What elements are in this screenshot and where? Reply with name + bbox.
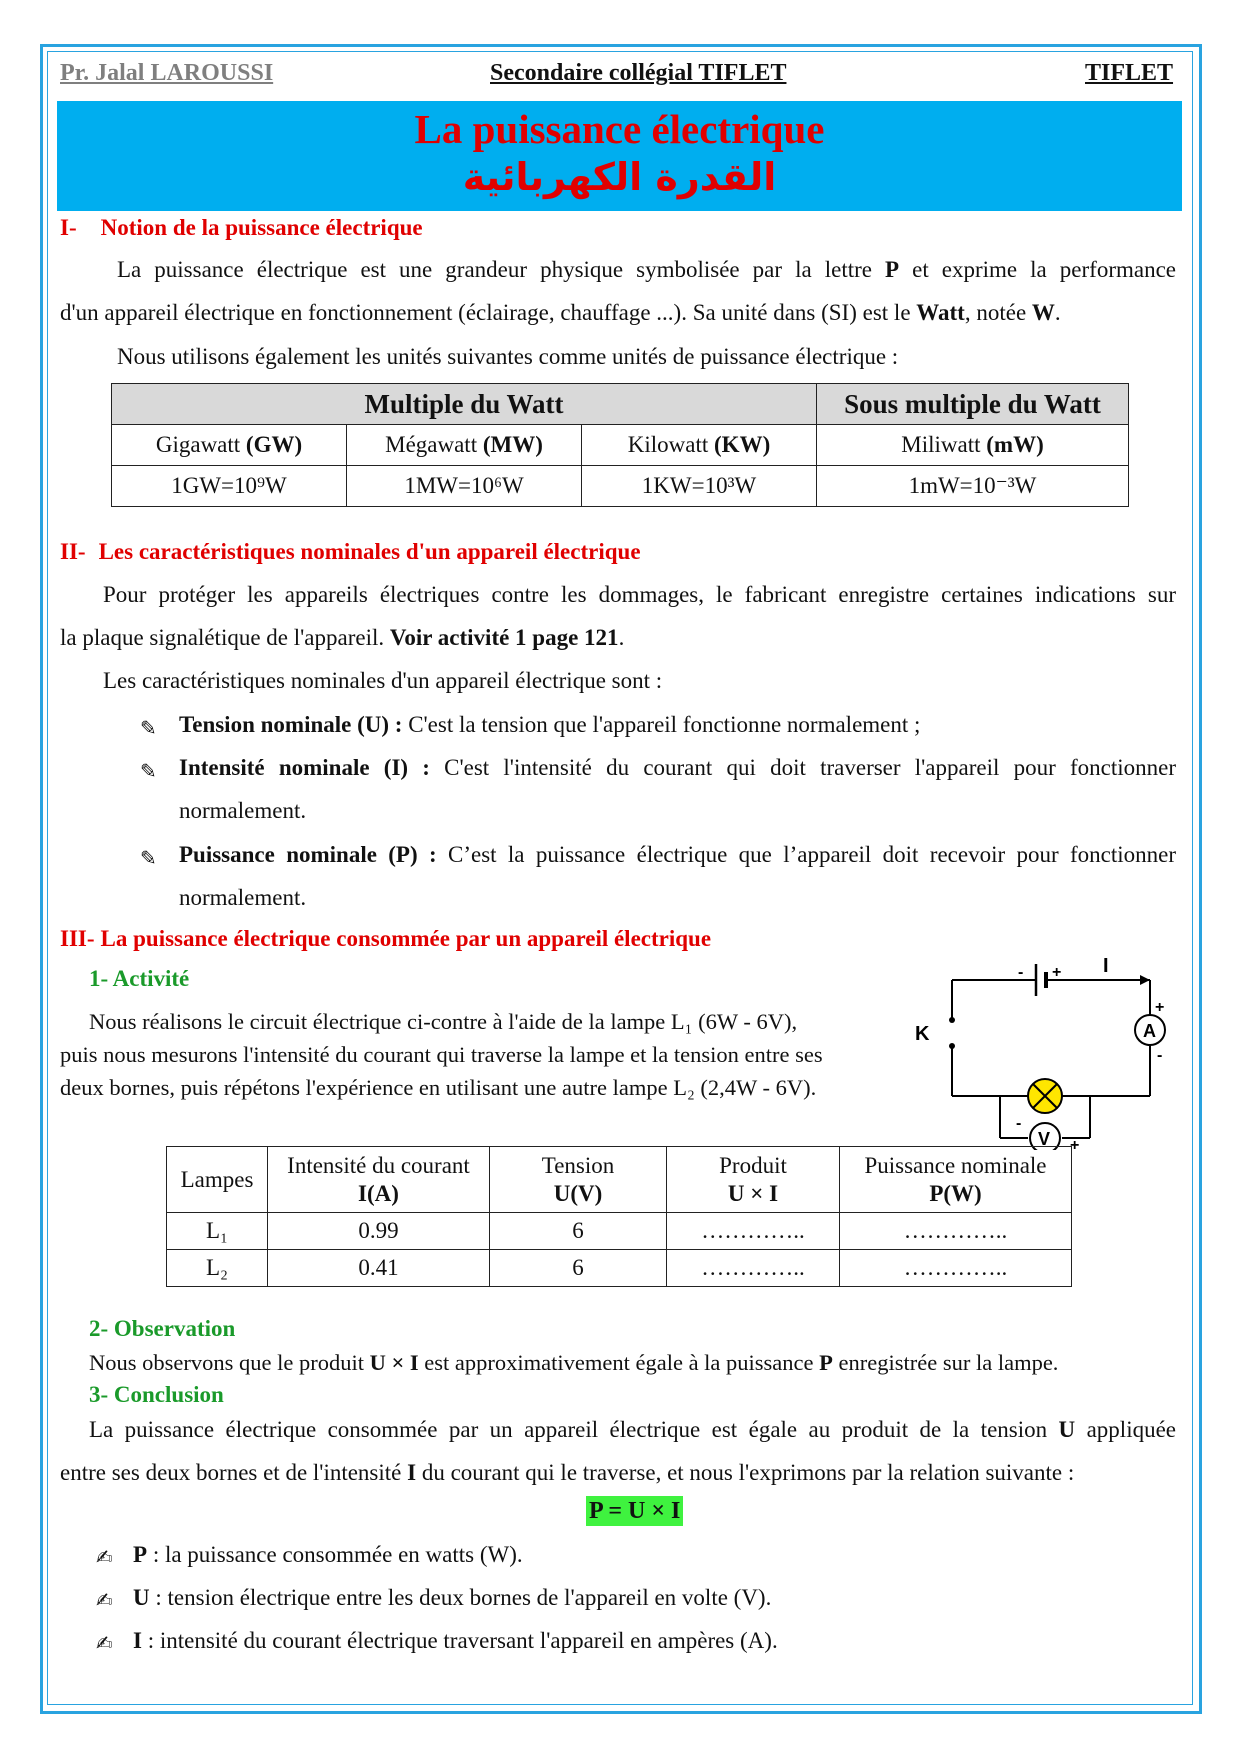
intensity-cell: 0.99 [268,1213,490,1250]
power-formula: P = U × I [586,1496,683,1526]
nominal-item [179,711,920,739]
header-unit: U × I [727,1180,779,1206]
header-power [840,1147,1072,1213]
section-2-paragraph-line1: Pour protéger les appareils électriques contre les dommages, le fabricant enregistre certaines indications sur [103,582,1176,607]
header-product [667,1147,840,1213]
tension-cell: 6 [490,1213,667,1250]
text-run: appliquée [1075,1417,1176,1442]
voltmeter-label: V [1038,1129,1051,1149]
text-run: du courant qui le traverse, et nous l'exprimons par la relation suivante : [416,1460,1075,1485]
unit-symbol: (mW) [986,432,1044,457]
header-unit: I(A) [358,1180,399,1206]
pencil-bullet-icon: ✍ [96,1545,113,1569]
section-1-heading [60,215,423,241]
table-row [167,1213,1072,1250]
unit-name: Mégawatt [385,432,483,457]
ammeter-label: A [1143,1021,1156,1041]
pencil-bullet-icon: ✎ [140,759,157,783]
text-run: . [1054,300,1061,325]
unit-symbol: (MW) [482,432,543,457]
header-text: Produit [719,1152,787,1178]
unit-symbol: (KW) [714,432,771,457]
symbol-i: I [407,1460,417,1485]
section-3-heading [60,926,711,952]
lamp-cell: L₂ [167,1250,268,1287]
measurement-table [166,1146,1072,1287]
nominal-item [179,754,1176,782]
activity-reference: Voir activité 1 page 121 [389,625,619,650]
header-unit: P(W) [929,1180,982,1206]
observation-title: 2- Observation [89,1316,236,1341]
definition-text: : la puissance consommée en watts (W). [147,1542,523,1567]
switch-label: K [915,1023,930,1045]
unit-name-cell [817,425,1129,466]
text-run: entre ses deux bornes et de l'intensité [60,1460,408,1485]
text-run: la plaque signalétique de l'appareil. [60,625,390,650]
product-ui: U × I [369,1350,419,1375]
unit-relation: 1mW=10⁻³W [817,466,1129,507]
units-table [111,383,1129,507]
definition-text: : intensité du courant électrique traversant l'appareil en ampères (A). [141,1628,778,1653]
observation-text [89,1349,1058,1377]
header-intensity [268,1147,490,1213]
text-run: est approximativement égale à la puissance [418,1350,820,1375]
symbol-p: P [885,257,900,282]
text-run: . [618,625,625,650]
section-3-title: La puissance électrique consommée par un appareil électrique [100,926,712,951]
pencil-bullet-icon: ✎ [140,716,157,740]
text-run: , notée [964,300,1032,325]
multiple-header: Multiple du Watt [112,384,817,425]
nominal-text: C’est la puissance électrique que l’appareil doit recevoir pour fonctionner [436,842,1176,867]
header-text: Tension [541,1152,615,1178]
unit-name: Kilowatt [627,432,715,457]
current-label: I [1103,955,1109,977]
nominal-text: C'est la tension que l'appareil fonctionne normalement ; [402,712,921,737]
product-cell: ………….. [667,1250,840,1287]
pencil-bullet-icon: ✍ [96,1631,113,1655]
voltmeter-plus-label: + [1070,1137,1080,1150]
definition-symbol: U [133,1585,150,1610]
unit-watt: Watt [916,300,965,325]
lamp-cell: L₁ [167,1213,268,1250]
unit-name-cell [347,425,582,466]
intensity-cell: 0.41 [268,1250,490,1287]
activity-line1: Nous réalisons le circuit électrique ci-contre à l'aide de la lampe L₁ (6W - 6V), [89,1009,798,1034]
text-run: La puissance électrique consommée par un appareil électrique est égale au produit de la tension [89,1417,1059,1442]
section-1-number: I- [60,215,77,240]
activity-line3: deux bornes, puis répétons l'expérience en utilisant une autre lampe L₂ (2,4W - 6V). [60,1075,817,1100]
section-1-paragraph-line1 [117,256,1176,284]
conclusion-title: 3- Conclusion [89,1382,224,1407]
unit-name-cell [582,425,817,466]
power-cell: ………….. [840,1213,1072,1250]
header-text: Intensité du courant [287,1152,470,1178]
header-tension [490,1147,667,1213]
definition-item [133,1541,523,1569]
tension-cell: 6 [490,1250,667,1287]
power-cell: ………….. [840,1250,1072,1287]
nominal-term: Puissance nominale (P) : [179,842,437,867]
nominal-item-continuation: normalement. [179,798,307,823]
pencil-bullet-icon: ✍ [96,1588,113,1612]
section-2-heading [60,539,641,565]
definition-text: : tension électrique entre les deux bornes de l'appareil en volte (V). [149,1585,772,1610]
text-run: Nous observons que le produit [89,1350,370,1375]
conclusion-line1 [89,1416,1176,1444]
switch-contact [949,1017,955,1023]
text-run: et exprime la performance [899,257,1176,282]
section-1-paragraph-line2 [60,299,1061,327]
table-row [167,1250,1072,1287]
unit-relation: 1KW=10³W [582,466,817,507]
activity-title: 1- Activité [89,966,190,991]
definition-symbol: I [133,1628,142,1653]
section-3-number: III- [60,926,95,951]
nominal-term: Tension nominale (U) : [179,712,403,737]
ammeter-minus-label: - [1157,1047,1163,1064]
text-run: d'un appareil électrique en fonctionnement (éclairage, chauffage ...). Sa unité dans (SI) est le [60,300,917,325]
page-title-arabic: القدرة الكهربائية [462,155,777,199]
nominal-text: C'est l'intensité du courant qui doit traverser l'appareil pour fonctionner [429,755,1176,780]
battery-minus-label: - [1018,964,1024,981]
symbol-u: U [1058,1417,1076,1442]
section-1-title: Notion de la puissance électrique [100,215,423,240]
title-band [57,101,1182,211]
battery-plus-label: + [1052,964,1062,981]
header-lampes: Lampes [167,1147,268,1213]
definition-symbol: P [133,1542,148,1567]
voltmeter-minus-label: - [1016,1115,1022,1132]
text-run: enregistrée sur la lampe. [832,1350,1059,1375]
circuit-diagram [900,950,1190,1150]
city-name: TIFLET [1085,60,1174,86]
unit-relation: 1MW=10⁶W [347,466,582,507]
text-run: La puissance électrique est une grandeur physique symbolisée par la lettre [117,257,886,282]
pencil-bullet-icon: ✎ [140,846,157,870]
nominal-term: Intensité nominale (I) : [179,755,430,780]
switch-contact [949,1043,955,1049]
section-2-number: II- [60,539,86,564]
section-2-paragraph-line2 [60,624,624,652]
submultiple-header: Sous multiple du Watt [817,384,1129,425]
definition-item [133,1627,778,1655]
unit-symbol-w: W [1031,300,1055,325]
nominal-item [179,841,1176,869]
section-2-paragraph-line3: Les caractéristiques nominales d'un appareil électrique sont : [103,668,663,693]
section-1-paragraph-line3: Nous utilisons également les unités suivantes comme unités de puissance électrique : [117,344,899,369]
unit-symbol: (GW) [245,432,303,457]
ammeter-plus-label: + [1155,999,1165,1016]
page-title: La puissance électrique [414,106,825,152]
school-name: Secondaire collégial TIFLET [490,60,787,86]
symbol-p: P [819,1350,833,1375]
unit-name-cell [112,425,347,466]
definition-item [133,1584,771,1612]
product-cell: ………….. [667,1213,840,1250]
nominal-item-continuation: normalement. [179,885,307,910]
teacher-name: Pr. Jalal LAROUSSI [60,60,274,86]
current-arrow-icon [1140,975,1150,985]
activity-line2: puis nous mesurons l'intensité du courant qui traverse la lampe et la tension entre ses [60,1042,823,1067]
section-2-title: Les caractéristiques nominales d'un appareil électrique [98,539,641,564]
unit-relation: 1GW=10⁹W [112,466,347,507]
unit-name: Gigawatt [155,432,246,457]
header-text: Puissance nominale [864,1152,1047,1178]
conclusion-line2 [60,1459,1074,1487]
unit-name: Miliwatt [901,432,987,457]
header-unit: U(V) [553,1180,603,1206]
